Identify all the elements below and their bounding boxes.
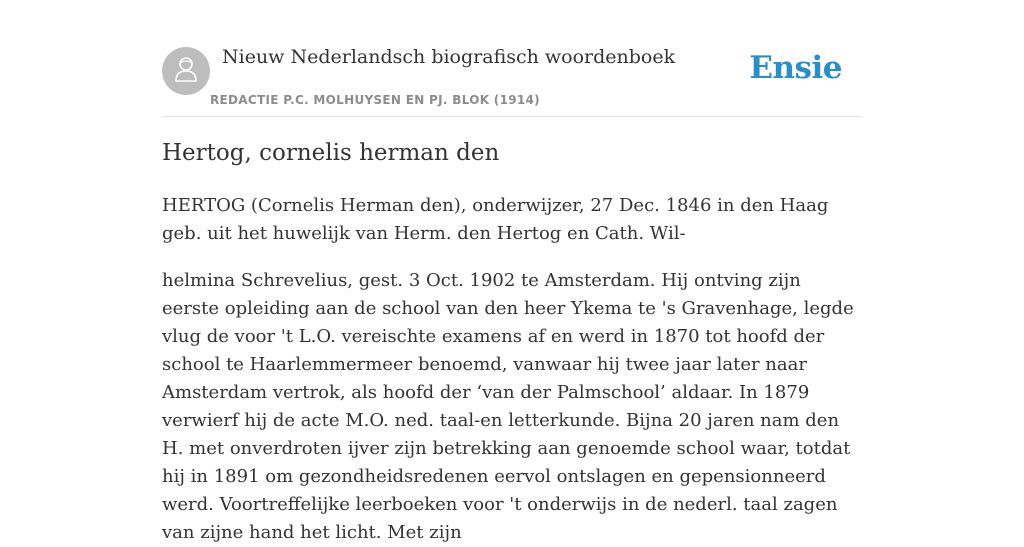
source-editors: REDACTIE P.C. MOLHUYSEN EN PJ. BLOK (1914) — [210, 93, 540, 107]
ensie-logo[interactable]: Ensie — [749, 50, 842, 86]
article-paragraph: helmina Schrevelius, gest. 3 Oct. 1902 te Amsterdam. Hij ontving zijn eerste opleiding aan de school van den heer Ykema te 's Gravenhage, legde vlug de voor 't L.O. vereischte examens af en werd in 1870 tot hoofd der school te Haarlemmermeer benoemd, vanwaar hij twee jaar later naar Amsterdam vertrok, als hoofd der ‘van der Palmschool’ aldaar. In 1879 verwierf hij de acte M.O. ned. taal-en letterkunde. Bijna 20 jaren nam den H. met onverdroten ijver zijn betrekking aan genoemde school waar, totdat hij in 1891 om gezondheidsredenen eervol ontslagen en gepensionneerd werd. Voortreffelijke leerboeken voor 't onderwijs in de nederl. taal zagen van zijne hand het licht. Met zijn — [162, 270, 854, 543]
source-title[interactable]: Nieuw Nederlandsch biografisch woordenboek — [222, 46, 676, 68]
source-header — [162, 0, 862, 117]
user-silhouette-icon — [171, 54, 201, 89]
page — [162, 0, 862, 543]
article-headword: Hertog, cornelis herman den — [162, 140, 500, 166]
source-avatar[interactable] — [162, 47, 210, 95]
article-paragraph: HERTOG (Cornelis Herman den), onderwijzer, 27 Dec. 1846 in den Haag geb. uit het huwelijk van Herm. den Hertog en Cath. Wil- — [162, 195, 829, 244]
